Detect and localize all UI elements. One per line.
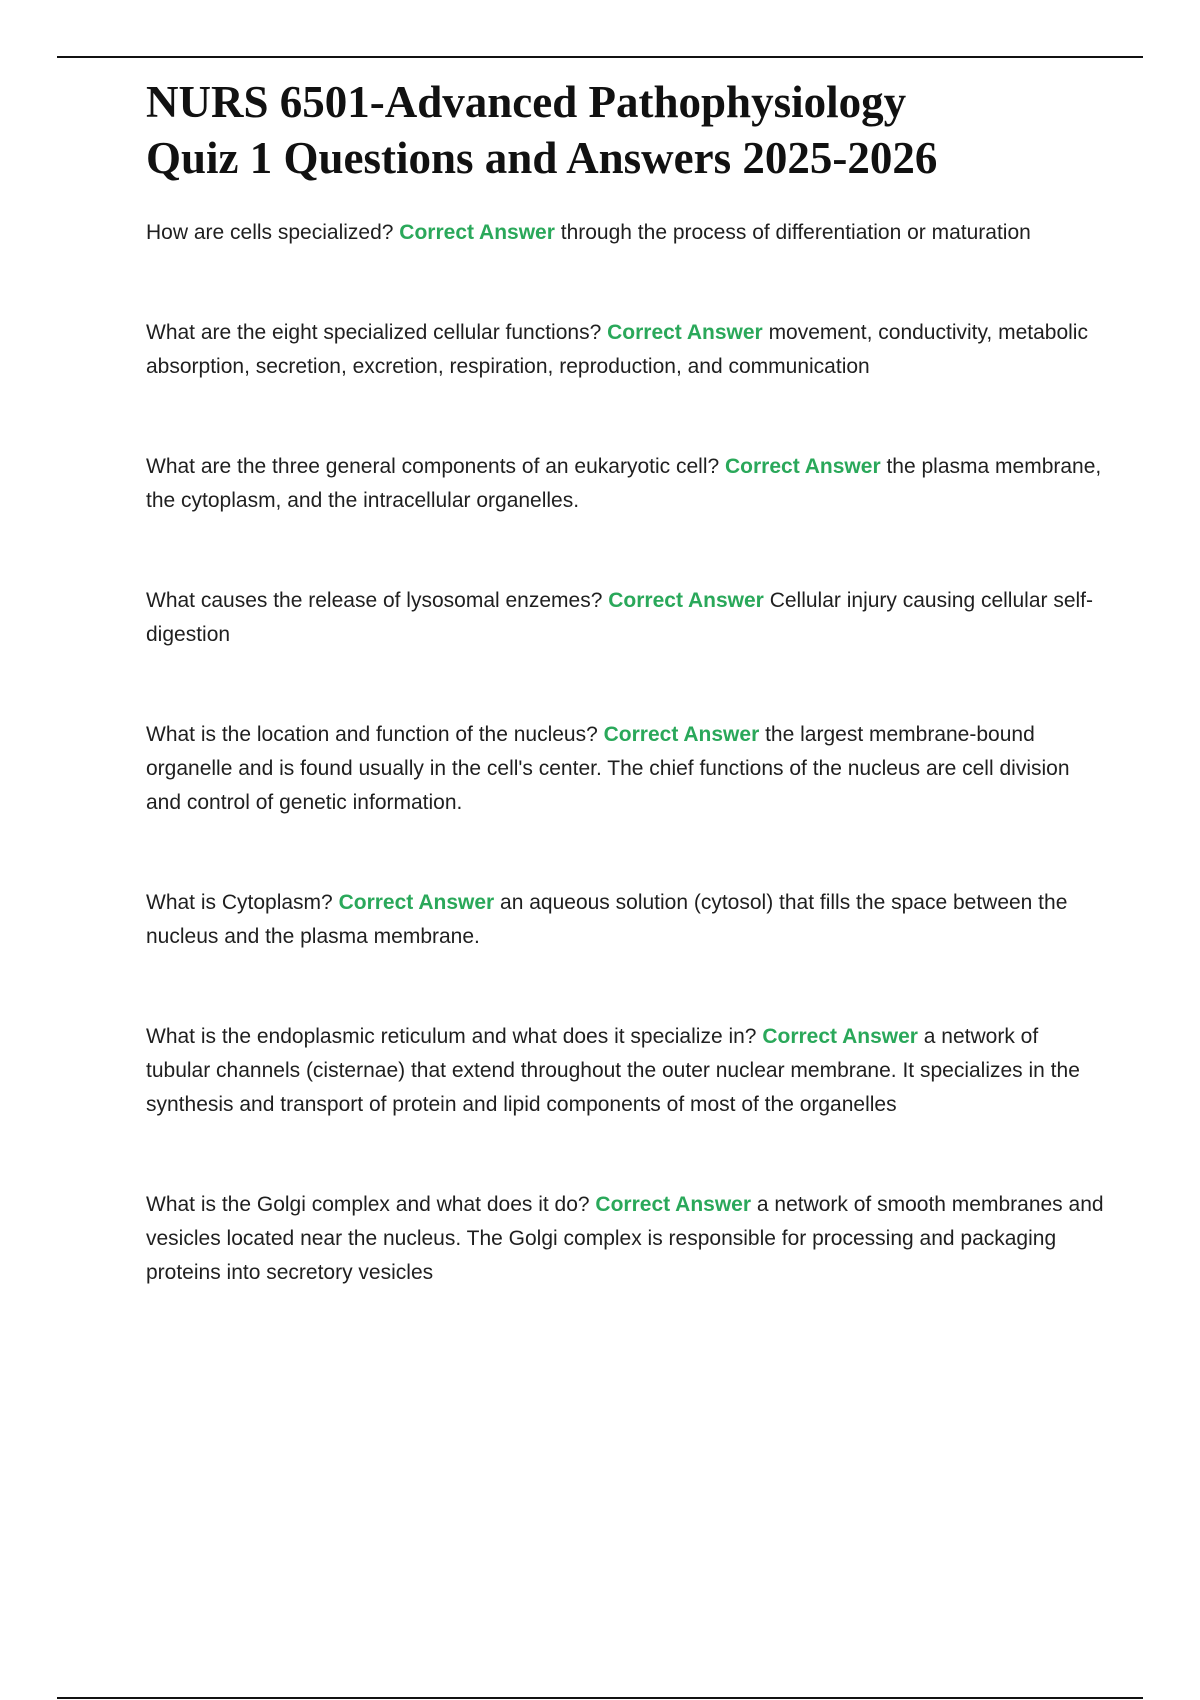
- answer-text: a network of smooth membranes and vesicles located near the nucleus. The Golgi complex is responsible for processing and packaging proteins into secretory vesicles: [146, 1193, 1104, 1284]
- answer-text: Cellular injury causing cellular self-digestion: [146, 589, 1093, 646]
- qa-item: [146, 886, 1106, 954]
- question-text: What is the endoplasmic reticulum and what does it specialize in?: [146, 1025, 757, 1048]
- answer-text: through the process of differentiation or maturation: [560, 221, 1031, 244]
- qa-item: [146, 1020, 1106, 1122]
- correct-answer-label: Correct Answer: [603, 723, 760, 746]
- question-text: What is the location and function of the nucleus?: [146, 723, 598, 746]
- answer-text: the plasma membrane, the cytoplasm, and the intracellular organelles.: [146, 455, 1102, 512]
- top-divider: [57, 56, 1143, 58]
- question-text: How are cells specialized?: [146, 221, 394, 244]
- correct-answer-label: Correct Answer: [338, 891, 495, 914]
- correct-answer-label: Correct Answer: [725, 455, 881, 478]
- qa-item: [146, 584, 1106, 652]
- bottom-divider: [57, 1697, 1143, 1699]
- title-line-1: NURS 6501-Advanced Pathophysiology: [146, 77, 907, 127]
- correct-answer-label: Correct Answer: [595, 1193, 752, 1216]
- answer-text: an aqueous solution (cytosol) that fills the space between the nucleus and the plasma membrane.: [146, 891, 1068, 948]
- correct-answer-label: Correct Answer: [399, 221, 555, 244]
- qa-item: [146, 450, 1106, 518]
- correct-answer-label: Correct Answer: [607, 321, 763, 344]
- qa-item: [146, 718, 1106, 820]
- document-body: [146, 74, 1106, 1356]
- title-line-2: Quiz 1 Questions and Answers 2025-2026: [146, 133, 938, 183]
- document-title: [146, 74, 1106, 186]
- qa-item: [146, 1188, 1106, 1290]
- answer-text: the largest membrane-bound organelle and is found usually in the cell's center. The chief functions of the nucleus are cell division and control of genetic information.: [146, 723, 1070, 814]
- correct-answer-label: Correct Answer: [608, 589, 764, 612]
- correct-answer-label: Correct Answer: [762, 1025, 918, 1048]
- qa-list: [146, 216, 1106, 1290]
- question-text: What is the Golgi complex and what does it do?: [146, 1193, 590, 1216]
- question-text: What are the eight specialized cellular functions?: [146, 321, 602, 344]
- qa-item: [146, 216, 1106, 250]
- question-text: What is Cytoplasm?: [146, 891, 333, 914]
- question-text: What are the three general components of an eukaryotic cell?: [146, 455, 720, 478]
- answer-text: a network of tubular channels (cisternae) that extend throughout the outer nuclear membrane. It specializes in the synthesis and transport of protein and lipid components of most of the organelles: [146, 1025, 1080, 1116]
- answer-text: movement, conductivity, metabolic absorption, secretion, excretion, respiration, reproduction, and communication: [146, 321, 1088, 378]
- qa-item: [146, 316, 1106, 384]
- question-text: What causes the release of lysosomal enzemes?: [146, 589, 603, 612]
